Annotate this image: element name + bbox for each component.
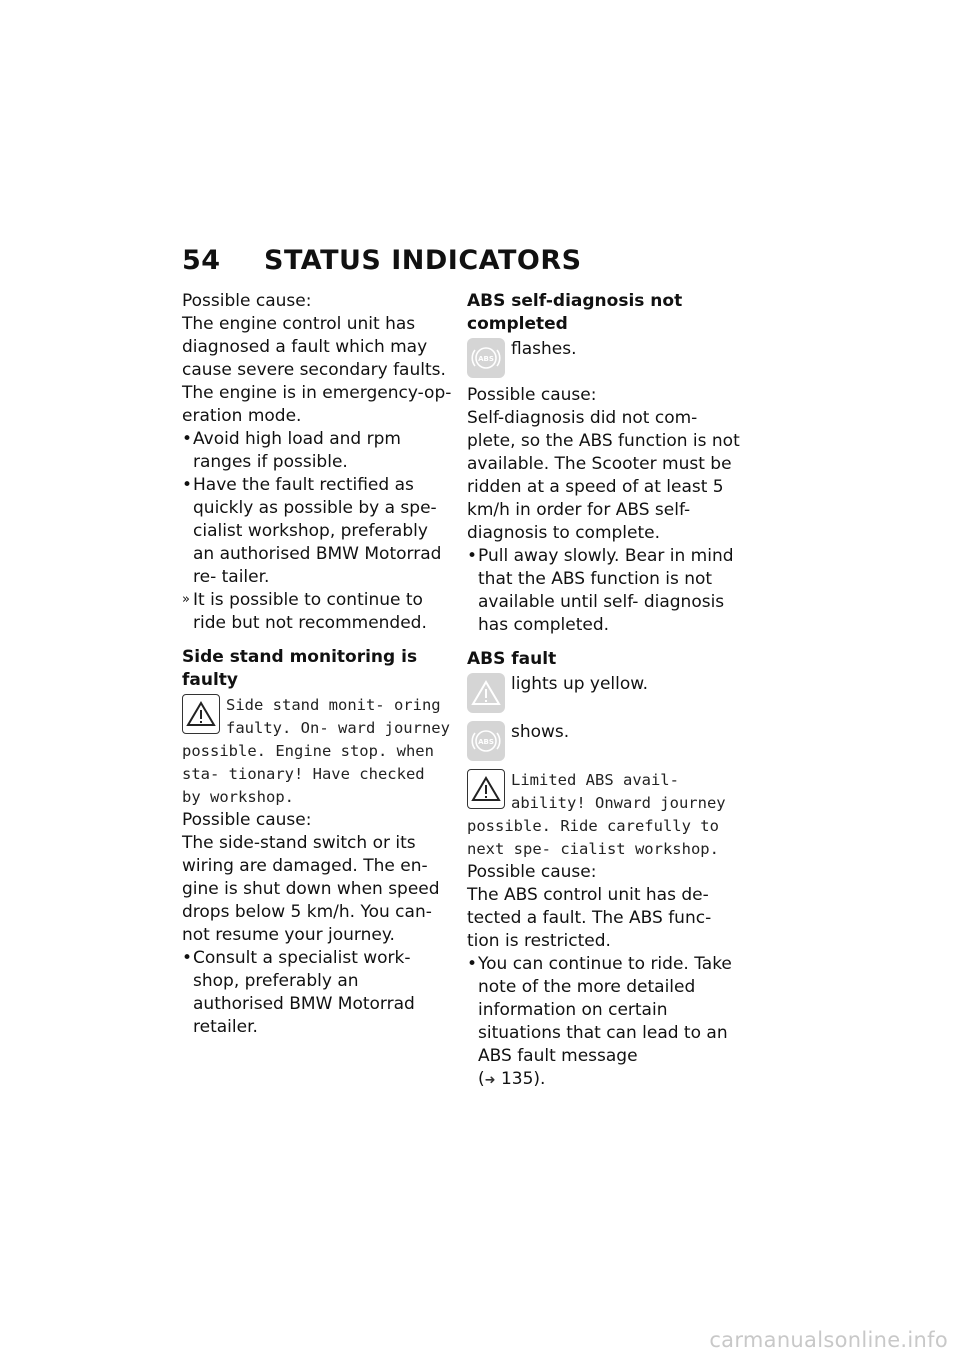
page-header <box>182 244 742 278</box>
page-reference[interactable] <box>478 1069 545 1089</box>
bullet-text: Consult a specialist work- shop, preferably an authorised BMW Motorrad retailer. <box>193 948 415 1037</box>
warning-message-block <box>467 769 742 861</box>
abs-svg <box>470 342 502 374</box>
abs-icon-label: ABS <box>478 355 494 363</box>
cause-label: Possible cause: <box>182 291 312 311</box>
bullet-text: Avoid high load and rpm ranges if possible. <box>193 429 401 472</box>
result-item <box>182 589 452 635</box>
abs-indicator-row <box>467 338 742 384</box>
section-heading: Side stand monitoring is faulty <box>182 647 418 690</box>
display-message: Limited ABS avail- ability! Onward journey possible. Ride carefully to next spe- cialist workshop. <box>467 771 726 858</box>
bullet-icon: • <box>467 954 478 974</box>
page-number: 54 <box>182 245 221 276</box>
warning-triangle-icon <box>182 694 220 734</box>
bullet-icon: • <box>182 948 193 968</box>
indicator-status: lights up yellow. <box>511 674 649 694</box>
section-heading: ABS self-diagnosis not completed <box>467 291 683 334</box>
warning-triangle-svg <box>186 700 216 728</box>
right-column <box>467 290 742 1092</box>
result-arrow-icon: » <box>182 592 190 607</box>
bullet-item <box>182 474 452 589</box>
abs-svg <box>470 725 502 757</box>
warning-indicator-row <box>467 673 742 719</box>
warning-light-icon <box>467 673 505 713</box>
watermark: carmanualsonline.info <box>709 1328 948 1352</box>
abs-indicator-icon <box>467 338 505 378</box>
bullet-text: Pull away slowly. Bear in mind that the ABS function is not available until self- diagnosis has completed. <box>478 546 734 635</box>
abs-indicator-row <box>467 721 742 767</box>
bullet-item <box>467 953 742 1092</box>
bullet-text: You can continue to ride. Take note of the more detailed information on certain situations that can lead to an ABS fault message <box>478 954 732 1066</box>
display-message: Side stand monit- oring faulty. On- ward journey possible. Engine stop. when sta- tionary! Have checked by workshop. <box>182 696 450 806</box>
section-title: STATUS INDICATORS <box>264 245 582 276</box>
section-heading: ABS fault <box>467 649 557 669</box>
warning-triangle-icon <box>467 769 505 809</box>
bullet-icon: • <box>182 429 193 449</box>
indicator-status: shows. <box>511 722 570 742</box>
cause-label: Possible cause: <box>467 862 597 882</box>
warning-message-block <box>182 694 452 809</box>
cause-label: Possible cause: <box>182 810 312 830</box>
cause-text: The engine control unit has diagnosed a fault which may cause severe secondary faults. The engine is in emergency-op- eration mode. <box>182 314 452 426</box>
bullet-item <box>182 947 452 1039</box>
cause-label: Possible cause: <box>467 385 597 405</box>
bullet-text: Have the fault rectified as quickly as possible by a spe- cialist workshop, preferably an authorised BMW Motorrad re- tailer. <box>193 475 442 587</box>
abs-indicator-icon <box>467 721 505 761</box>
bullet-item <box>467 545 742 637</box>
cause-text: The ABS control unit has de- tected a fault. The ABS func- tion is restricted. <box>467 885 712 951</box>
bullet-icon: • <box>182 475 193 495</box>
abs-icon-label: ABS <box>478 738 494 746</box>
warning-light-svg <box>471 679 501 707</box>
left-column <box>182 290 452 1039</box>
bullet-item <box>182 428 452 474</box>
arrow-right-icon: ➜ <box>484 1073 496 1088</box>
warning-triangle-svg <box>471 775 501 803</box>
ref-open-paren: ( <box>478 1069 485 1089</box>
cause-text: The side-stand switch or its wiring are damaged. The en- gine is shut down when speed drops below 5 km/h. You can- not resume your journey. <box>182 833 440 945</box>
result-text: It is possible to continue to ride but not recommended. <box>193 590 427 633</box>
indicator-status: flashes. <box>511 339 577 359</box>
bullet-icon: • <box>467 546 478 566</box>
cause-text: Self-diagnosis did not com- plete, so the ABS function is not available. The Scooter must be ridden at a speed of at least 5 km/h in order for ABS self- diagnosis to complete. <box>467 408 740 543</box>
ref-page-number: 135). <box>500 1069 546 1089</box>
